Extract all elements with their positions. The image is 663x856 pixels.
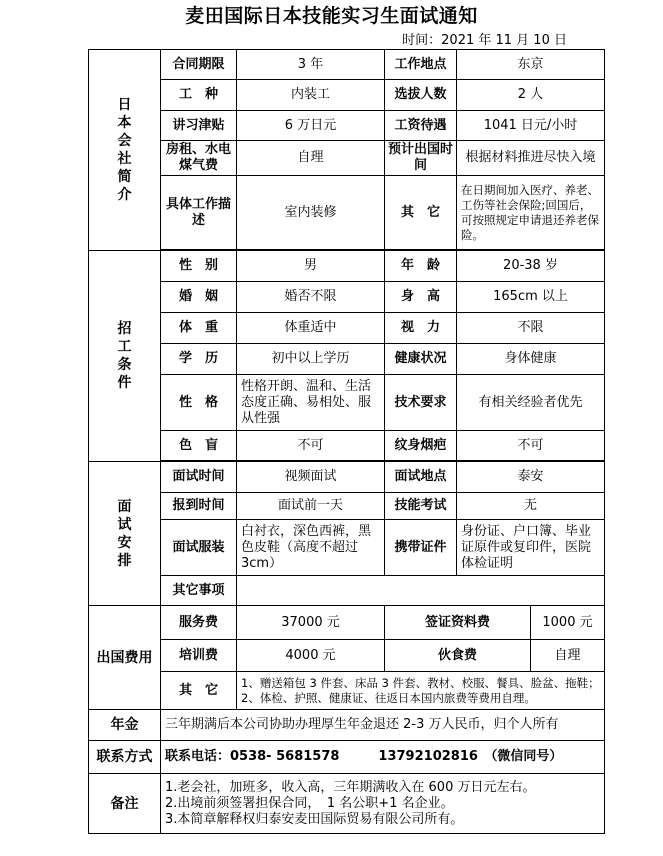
test-label: 技能考试	[385, 493, 457, 520]
training-fee-label: 培训费	[161, 640, 237, 672]
notice-table	[88, 49, 605, 834]
interview-place-label: 面试地点	[385, 462, 457, 493]
interview-other-label: 其它事项	[161, 576, 237, 606]
height-value: 165cm 以上	[457, 282, 605, 313]
dress-value: 白衬衣，深色西裤，黑色皮鞋（高度不超过 3cm）	[237, 520, 385, 576]
report-value: 面试前一天	[237, 493, 385, 520]
location-value: 东京	[457, 50, 605, 80]
job-value: 内装工	[237, 80, 385, 111]
company-other-value: 在日期间加入医疗、养老、工伤等社会保险;回国后，可按照规定申请退还养老保险。	[457, 176, 605, 250]
report-label: 报到时间	[161, 493, 237, 520]
rent-value: 自理	[237, 141, 385, 176]
fees-other-label: 其 它	[161, 672, 237, 710]
docs-label: 携带证件	[385, 520, 457, 576]
count-label: 选拔人数	[385, 80, 457, 111]
marriage-label: 婚 姻	[161, 282, 237, 313]
age-value: 20-38 岁	[457, 251, 605, 282]
interview-time-value: 视频面试	[237, 462, 385, 493]
education-label: 学 历	[161, 344, 237, 375]
marriage-value: 婚否不限	[237, 282, 385, 313]
education-value: 初中以上学历	[237, 344, 385, 375]
remarks-value	[161, 774, 605, 834]
vision-label: 视 力	[385, 313, 457, 344]
remark-line-2: 2.出境前须签署担保合同， 1 名公职+1 名企业。	[165, 795, 454, 811]
skill-label: 技术要求	[385, 375, 457, 431]
service-fee-label: 服务费	[161, 606, 237, 640]
dress-label: 面试服装	[161, 520, 237, 576]
desc-value: 室内装修	[237, 176, 385, 250]
visa-fee-value: 1000 元	[531, 606, 605, 640]
food-fee-value: 自理	[531, 640, 605, 672]
height-label: 身 高	[385, 282, 457, 313]
contact-label: 联系方式	[89, 741, 161, 774]
test-value: 无	[457, 493, 605, 520]
rent-label: 房租、水电煤气费	[161, 141, 237, 176]
gender-label: 性 别	[161, 251, 237, 282]
age-label: 年 龄	[385, 251, 457, 282]
location-label: 工作地点	[385, 50, 457, 80]
colorblind-label: 色 盲	[161, 431, 237, 461]
visa-fee-label: 签证资料费	[385, 606, 531, 640]
interview-place-value: 泰安	[457, 462, 605, 493]
vision-value: 不限	[457, 313, 605, 344]
tattoo-value: 不可	[457, 431, 605, 461]
desc-label: 具体工作描述	[161, 176, 237, 250]
skill-value: 有相关经验者优先	[457, 375, 605, 431]
fees-other-value: 1、赠送箱包 3 件套、床品 3 件套、教材、校服、餐具、脸盆、拖鞋；2、体检、护照、健康证、往返日本国内旅费等费用自理。	[237, 672, 605, 710]
arrival-value: 根据材料推进尽快入境	[457, 141, 605, 176]
company-other-label: 其 它	[385, 176, 457, 250]
wage-label: 工资待遇	[385, 111, 457, 141]
health-value: 身体健康	[457, 344, 605, 375]
health-label: 健康状况	[385, 344, 457, 375]
remark-line-3: 3.本简章解释权归泰安麦田国际贸易有限公司所有。	[165, 811, 464, 827]
gender-value: 男	[237, 251, 385, 282]
page-title: 麦田国际日本技能实习生面试通知	[185, 5, 478, 27]
docs-value: 身份证、户口簿、毕业证原件或复印件，医院体检证明	[457, 520, 605, 576]
pension-value: 三年期满后本公司协助办理厚生年金退还 2-3 万人民币，归个人所有	[161, 710, 605, 741]
allowance-label: 讲习津贴	[161, 111, 237, 141]
contract-value: 3 年	[237, 50, 385, 80]
remark-line-1: 1.老会社，加班多，收入高，三年期满收入在 600 万日元左右。	[165, 779, 536, 795]
fees-section-label: 出国费用	[89, 606, 161, 710]
wage-value: 1041 日元/小时	[457, 111, 605, 141]
colorblind-value: 不可	[237, 431, 385, 461]
service-fee-value: 37000 元	[237, 606, 385, 640]
tattoo-label: 纹身烟疤	[385, 431, 457, 461]
training-fee-value: 4000 元	[237, 640, 385, 672]
remarks-label: 备注	[89, 774, 161, 834]
interview-other-value	[237, 576, 605, 606]
character-value: 性格开朗、温和、生活态度正确、易相处、服从性强	[237, 375, 385, 431]
weight-label: 体 重	[161, 313, 237, 344]
arrival-label: 预计出国时间	[385, 141, 457, 176]
allowance-value: 6 万日元	[237, 111, 385, 141]
character-label: 性 格	[161, 375, 237, 431]
count-value: 2 人	[457, 80, 605, 111]
contact-value: 联系电话：0538- 5681578 13792102816 （微信同号）	[161, 741, 605, 774]
interview-section-label: 面 试 安 排	[89, 462, 161, 606]
notice-date: 时间：2021 年 11 月 10 日	[402, 33, 567, 48]
pension-label: 年金	[89, 710, 161, 741]
contract-label: 合同期限	[161, 50, 237, 80]
requirements-section-label: 招 工 条 件	[89, 251, 161, 462]
job-label: 工 种	[161, 80, 237, 111]
weight-value: 体重适中	[237, 313, 385, 344]
interview-time-label: 面试时间	[161, 462, 237, 493]
company-section-label: 日 本 会 社 简 介	[89, 50, 161, 251]
food-fee-label: 伙食费	[385, 640, 531, 672]
